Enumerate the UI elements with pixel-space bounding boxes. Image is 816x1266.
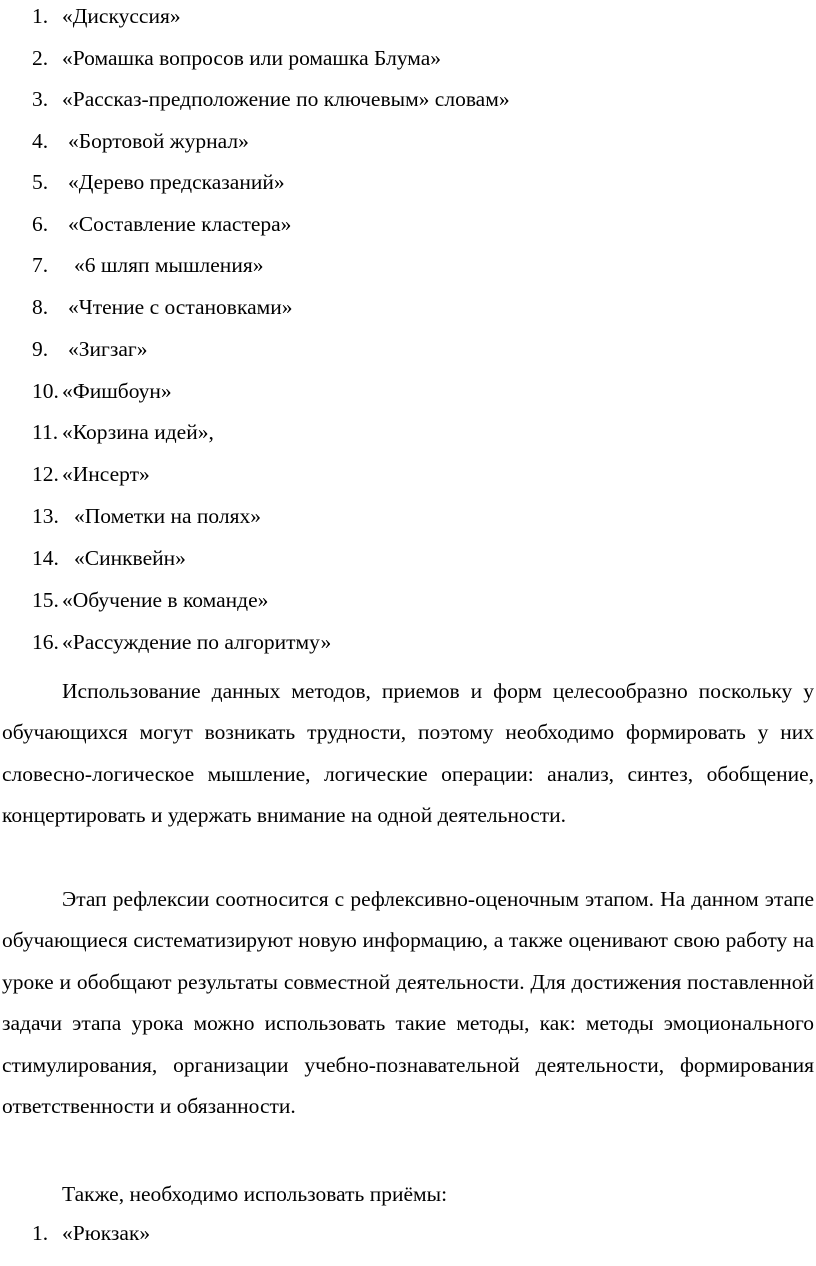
list-item-number: 13. (32, 504, 59, 528)
list-item-number: 1. (32, 1221, 49, 1245)
list-item-number: 3. (32, 87, 49, 111)
list-item-number: 7. (32, 253, 49, 277)
list-item-number: 9. (32, 337, 49, 361)
list-item-text: «Составление кластера» (68, 212, 292, 236)
paragraph-methods-rationale: Использование данных методов, приемов и форм целесообразно поскольку у обучающихся могут возникать трудности, поэтому необходимо формировать у них словесно-логическое мышление, логические операции: анализ, синтез, обобщение, концертировать и удержать внимание на одной деятельности. (2, 679, 814, 828)
list-item-text: «Чтение с остановками» (68, 295, 293, 319)
list-item-text: «Обучение в команде» (62, 588, 269, 612)
list-item-text: «Дискуссия» (62, 4, 181, 28)
list-item-number: 1. (32, 4, 49, 28)
list-item-text: «Бортовой журнал» (68, 129, 249, 153)
list-item-text: «Инсерт» (62, 462, 150, 486)
list-item-number: 12. (32, 462, 59, 486)
list-item-text: «Фишбоун» (62, 379, 172, 403)
list-item-text: «Ромашка вопросов или ромашка Блума» (62, 46, 442, 70)
list-item-number: 2. (32, 46, 49, 70)
list-item-number: 4. (32, 129, 49, 153)
list-item-number: 10. (32, 379, 59, 403)
list-item-text: «Рассказ-предположение по ключевым» словам» (62, 87, 510, 111)
list-item-text: «Пометки на полях» (74, 504, 262, 528)
list-item-number: 14. (32, 546, 59, 570)
list-item-text: «Дерево предсказаний» (68, 170, 285, 194)
list-item-text: «Синквейн» (74, 546, 186, 570)
paragraph-techniques-intro: Также, необходимо использовать приёмы: (62, 1182, 448, 1206)
list-item-number: 11. (32, 420, 59, 444)
list-item-number: 6. (32, 212, 49, 236)
list-item-text: «Рюкзак» (62, 1221, 151, 1245)
list-item-number: 8. (32, 295, 49, 319)
list-item-text: «Зигзаг» (68, 337, 148, 361)
list-item-number: 16. (32, 630, 59, 654)
list-item-text: «Рассуждение по алгоритму» (62, 630, 332, 654)
paragraph-reflection-stage: Этап рефлексии соотносится с рефлексивно-оценочным этапом. На данном этапе обучающиеся систематизируют новую информацию, а также оценивают свою работу на уроке и обобщают результаты совместной деятельности. Для достижения поставленной задачи этапа урока можно использовать такие методы, как: методы эмоционального стимулирования, организации учебно-познавательной деятельности, формирования ответственности и обязанности. (2, 887, 814, 1119)
list-item-text: «Корзина идей», (62, 420, 214, 444)
list-item-number: 15. (32, 588, 59, 612)
list-item-number: 5. (32, 170, 49, 194)
list-item-text: «6 шляп мышления» (74, 253, 264, 277)
